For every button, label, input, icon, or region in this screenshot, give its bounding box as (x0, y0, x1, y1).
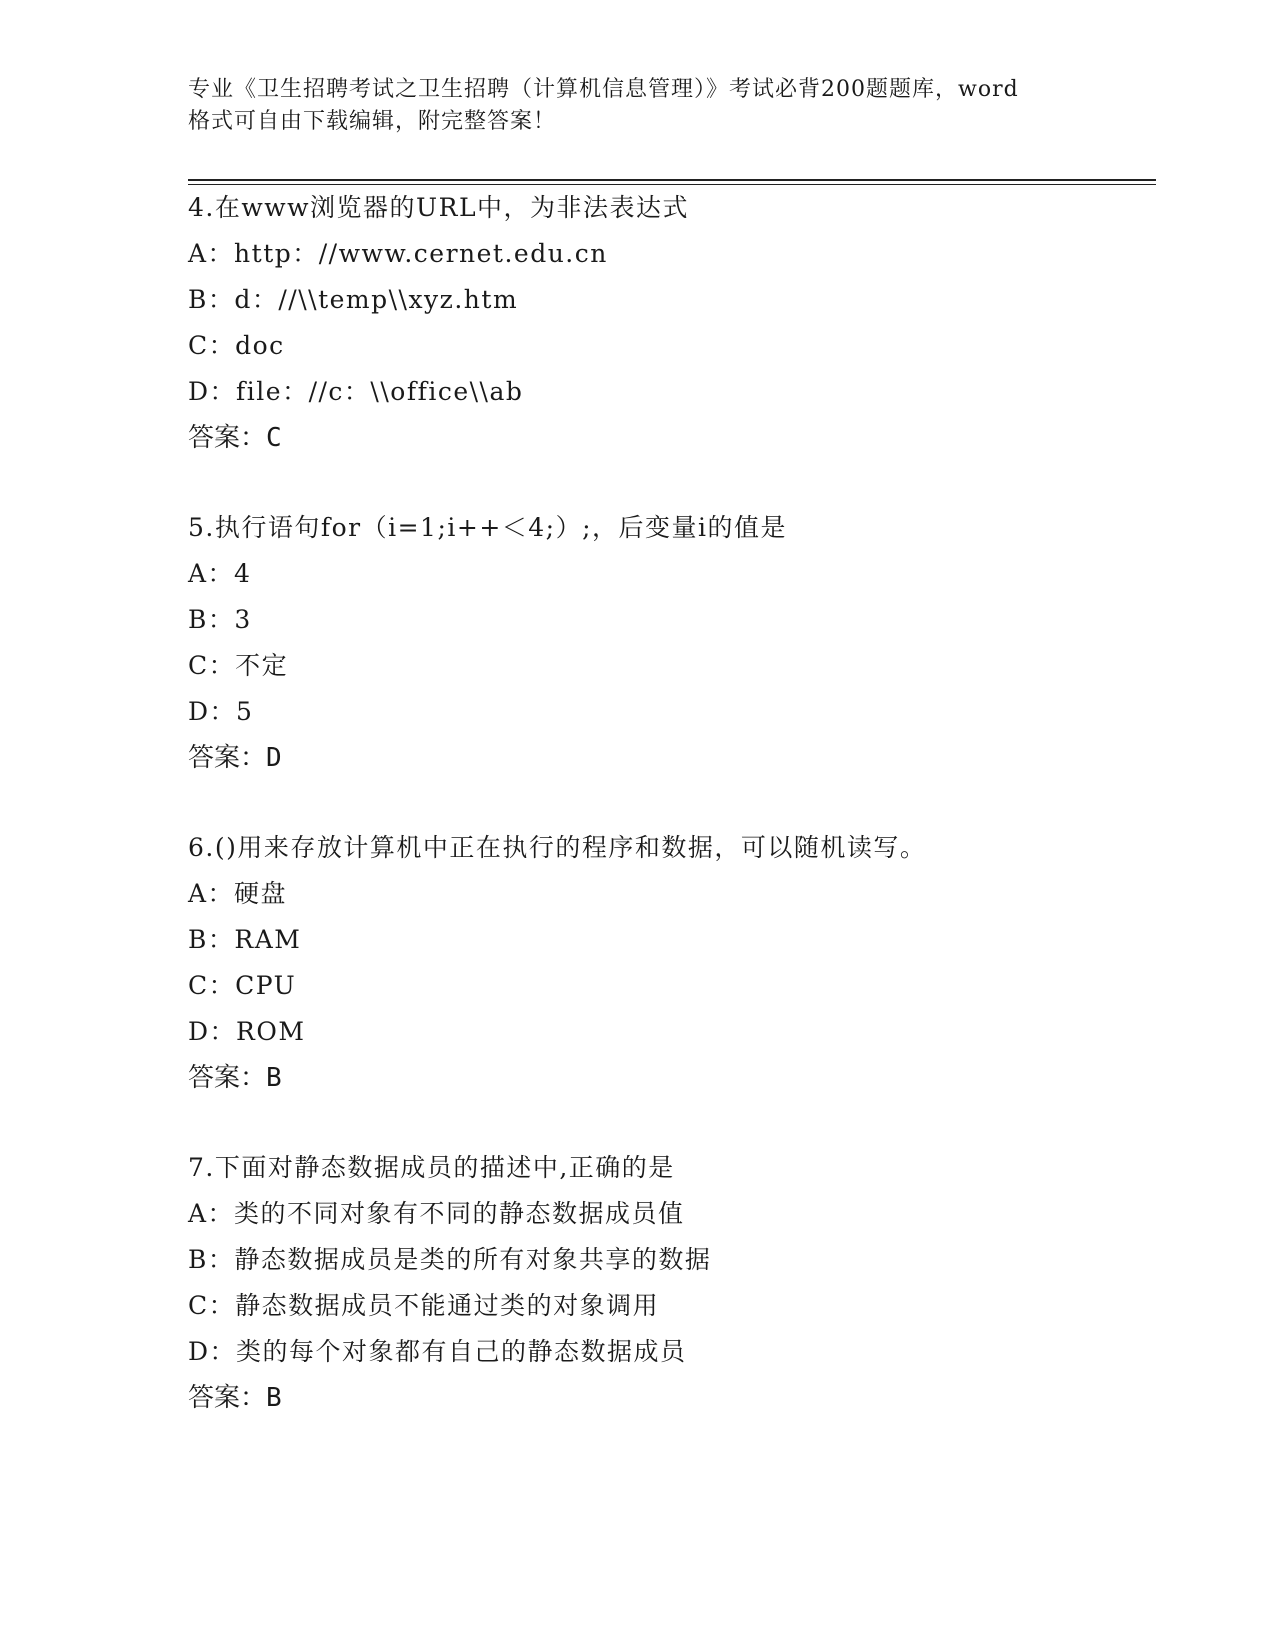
question-block (188, 185, 1168, 461)
option-b: B：d：//\\temp\\xyz.htm (188, 285, 519, 314)
answer: 答案：B (188, 1383, 282, 1413)
answer: 答案：B (188, 1063, 282, 1093)
option-b: B：3 (188, 605, 252, 634)
option-a: A：4 (188, 559, 252, 588)
option-d: D：类的每个对象都有自己的静态数据成员 (188, 1337, 687, 1366)
option-d: D：file：//c：\\office\\ab (188, 377, 524, 406)
option-a: A：类的不同对象有不同的静态数据成员值 (188, 1199, 685, 1228)
option-c: C：doc (188, 331, 285, 360)
option-d: D：5 (188, 697, 254, 726)
header-line-1: 专业《卫生招聘考试之卫生招聘（计算机信息管理）》考试必背200题题库，word (188, 77, 1019, 102)
question-text: 4.在www浏览器的URL中，为非法表达式 (188, 193, 690, 222)
answer: 答案：D (188, 743, 282, 773)
option-a: A：硬盘 (188, 879, 288, 908)
option-b: B：RAM (188, 925, 302, 954)
header-line-2: 格式可自由下载编辑，附完整答案！ (188, 109, 557, 134)
question-text: 5.执行语句for（i=1;i++＜4;）;，后变量i的值是 (188, 513, 788, 542)
option-d: D：ROM (188, 1017, 306, 1046)
option-c: C：静态数据成员不能通过类的对象调用 (188, 1291, 660, 1320)
header-divider (188, 179, 1156, 181)
question-block (188, 505, 1168, 781)
option-a: A：http：//www.cernet.edu.cn (188, 239, 608, 268)
answer: 答案：C (188, 423, 282, 453)
option-c: C：不定 (188, 651, 289, 680)
option-c: C：CPU (188, 971, 297, 1000)
question-block (188, 1145, 1168, 1421)
document-header (188, 74, 1088, 138)
question-block (188, 825, 1168, 1101)
question-text: 7.下面对静态数据成员的描述中,正确的是 (188, 1153, 675, 1182)
question-text: 6.()用来存放计算机中正在执行的程序和数据，可以随机读写。 (188, 833, 927, 862)
option-b: B：静态数据成员是类的所有对象共享的数据 (188, 1245, 712, 1274)
